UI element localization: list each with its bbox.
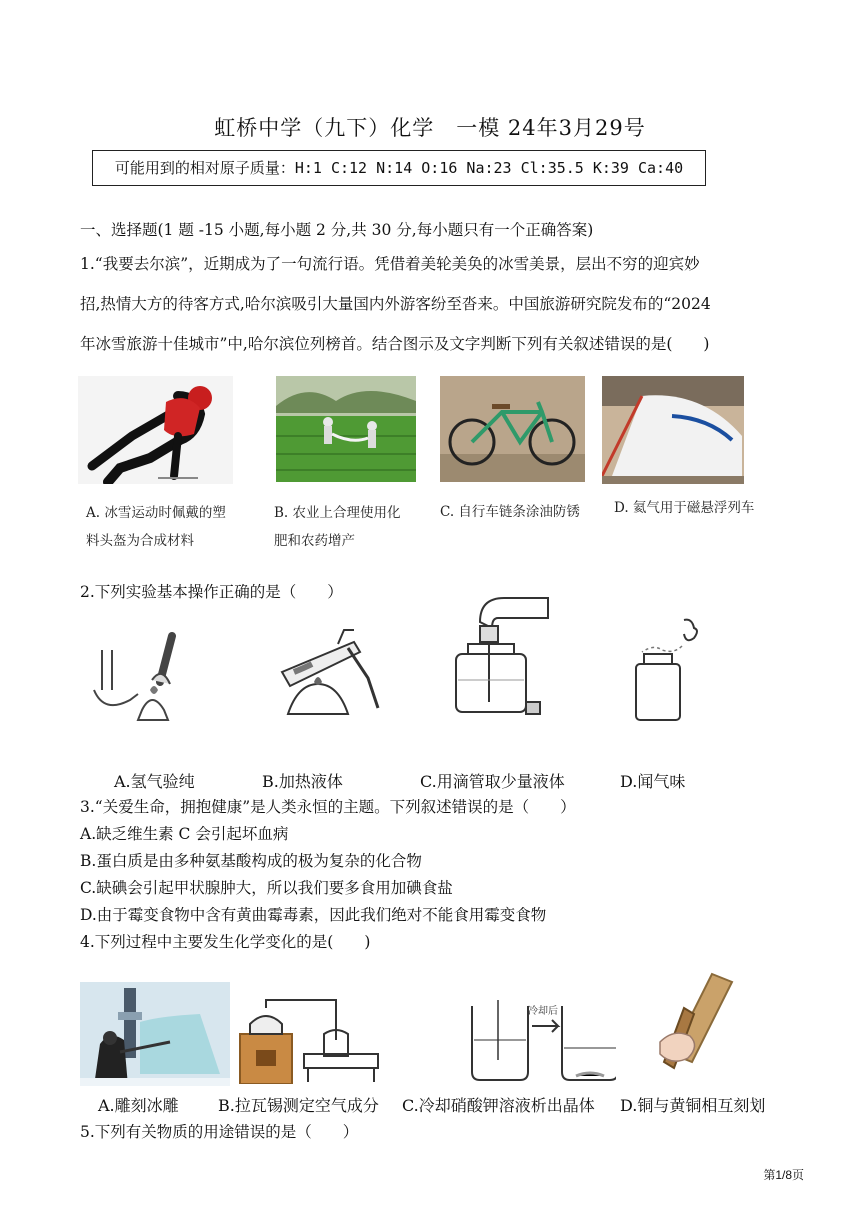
bicycle-image <box>440 376 585 482</box>
q4-option-b: B.拉瓦锡测定空气成分 <box>218 1096 379 1115</box>
q2-option-d: D.闻气味 <box>620 772 686 791</box>
q1-line1: 1.“我要去尔滨”，近期成为了一句流行语。凭借着美轮美奂的冰雪美景，层出不穷的迎宾妙 <box>80 255 700 273</box>
potassium-nitrate-crystallization-image <box>466 996 616 1084</box>
smell-gas-image <box>622 616 718 726</box>
q4-option-d: D.铜与黄铜相互刻划 <box>620 1096 766 1115</box>
q1-option-a-line1: A. 冰雪运动时佩戴的塑 <box>86 505 226 521</box>
q1-option-b-line1: B. 农业上合理使用化 <box>274 505 401 521</box>
q1-line2: 招,热情大方的待客方式,哈尔滨吸引大量国内外游客纷至沓来。中国旅游研究院发布的“2024 <box>80 295 711 313</box>
q1-line3: 年冰雪旅游十佳城市”中,哈尔滨位列榜首。结合图示及文字判断下列有关叙述错误的是( ) <box>80 335 710 353</box>
q1-option-a-line2: 料头盔为合成材料 <box>86 533 194 549</box>
q3-option-a: A.缺乏维生素 C 会引起坏血病 <box>80 825 289 843</box>
q4-option-a: A.雕刻冰雕 <box>98 1096 179 1115</box>
copper-brass-scratching-image <box>654 970 744 1070</box>
speed-skater-image <box>78 376 233 484</box>
q2-stem: 2.下列实验基本操作正确的是（ ） <box>80 583 343 601</box>
q2-option-b: B.加热液体 <box>262 772 343 791</box>
page-title: 虹桥中学（九下）化学 一模 24年3月29号 <box>214 116 646 140</box>
q1-option-d: D. 氦气用于磁悬浮列车 <box>614 500 755 516</box>
q1-option-b-line2: 肥和农药增产 <box>274 533 355 549</box>
q3-stem: 3.“关爱生命，拥抱健康”是人类永恒的主题。下列叙述错误的是（ ） <box>80 798 576 816</box>
q4-stem: 4.下列过程中主要发生化学变化的是( ) <box>80 933 371 951</box>
section-heading: 一、选择题(1 题 -15 小题,每小题 2 分,共 30 分,每小题只有一个正确答案) <box>80 221 594 239</box>
q1-option-c: C. 自行车链条涂油防锈 <box>440 504 580 520</box>
q4-option-c: C.冷却硝酸钾溶液析出晶体 <box>402 1096 595 1115</box>
heating-liquid-image <box>268 618 398 724</box>
q5-stem: 5.下列有关物质的用途错误的是（ ） <box>80 1123 359 1141</box>
atomic-mass-box: 可能用到的相对原子质量：H:1 C:12 N:14 O:16 Na:23 Cl:35.5 K:39 Ca:40 <box>92 150 706 186</box>
rice-field-spraying-image <box>276 376 416 482</box>
page-number: 第1/8页 <box>763 1168 804 1182</box>
ice-carving-image <box>80 982 230 1086</box>
bullet-train-image <box>602 376 744 484</box>
cooling-label: 冷却后 <box>528 1006 558 1017</box>
q3-option-d: D.由于霉变食物中含有黄曲霉毒素，因此我们绝对不能食用霉变食物 <box>80 906 547 924</box>
hydrogen-test-image <box>80 630 212 726</box>
dropper-image <box>450 592 552 724</box>
q2-option-a: A.氢气验纯 <box>114 772 195 791</box>
q3-option-c: C.缺碘会引起甲状腺肿大，所以我们要多食用加碘食盐 <box>80 879 453 897</box>
q2-option-c: C.用滴管取少量液体 <box>420 772 565 791</box>
lavoisier-apparatus-image <box>236 994 386 1084</box>
q3-option-b: B.蛋白质是由多种氨基酸构成的极为复杂的化合物 <box>80 852 422 870</box>
